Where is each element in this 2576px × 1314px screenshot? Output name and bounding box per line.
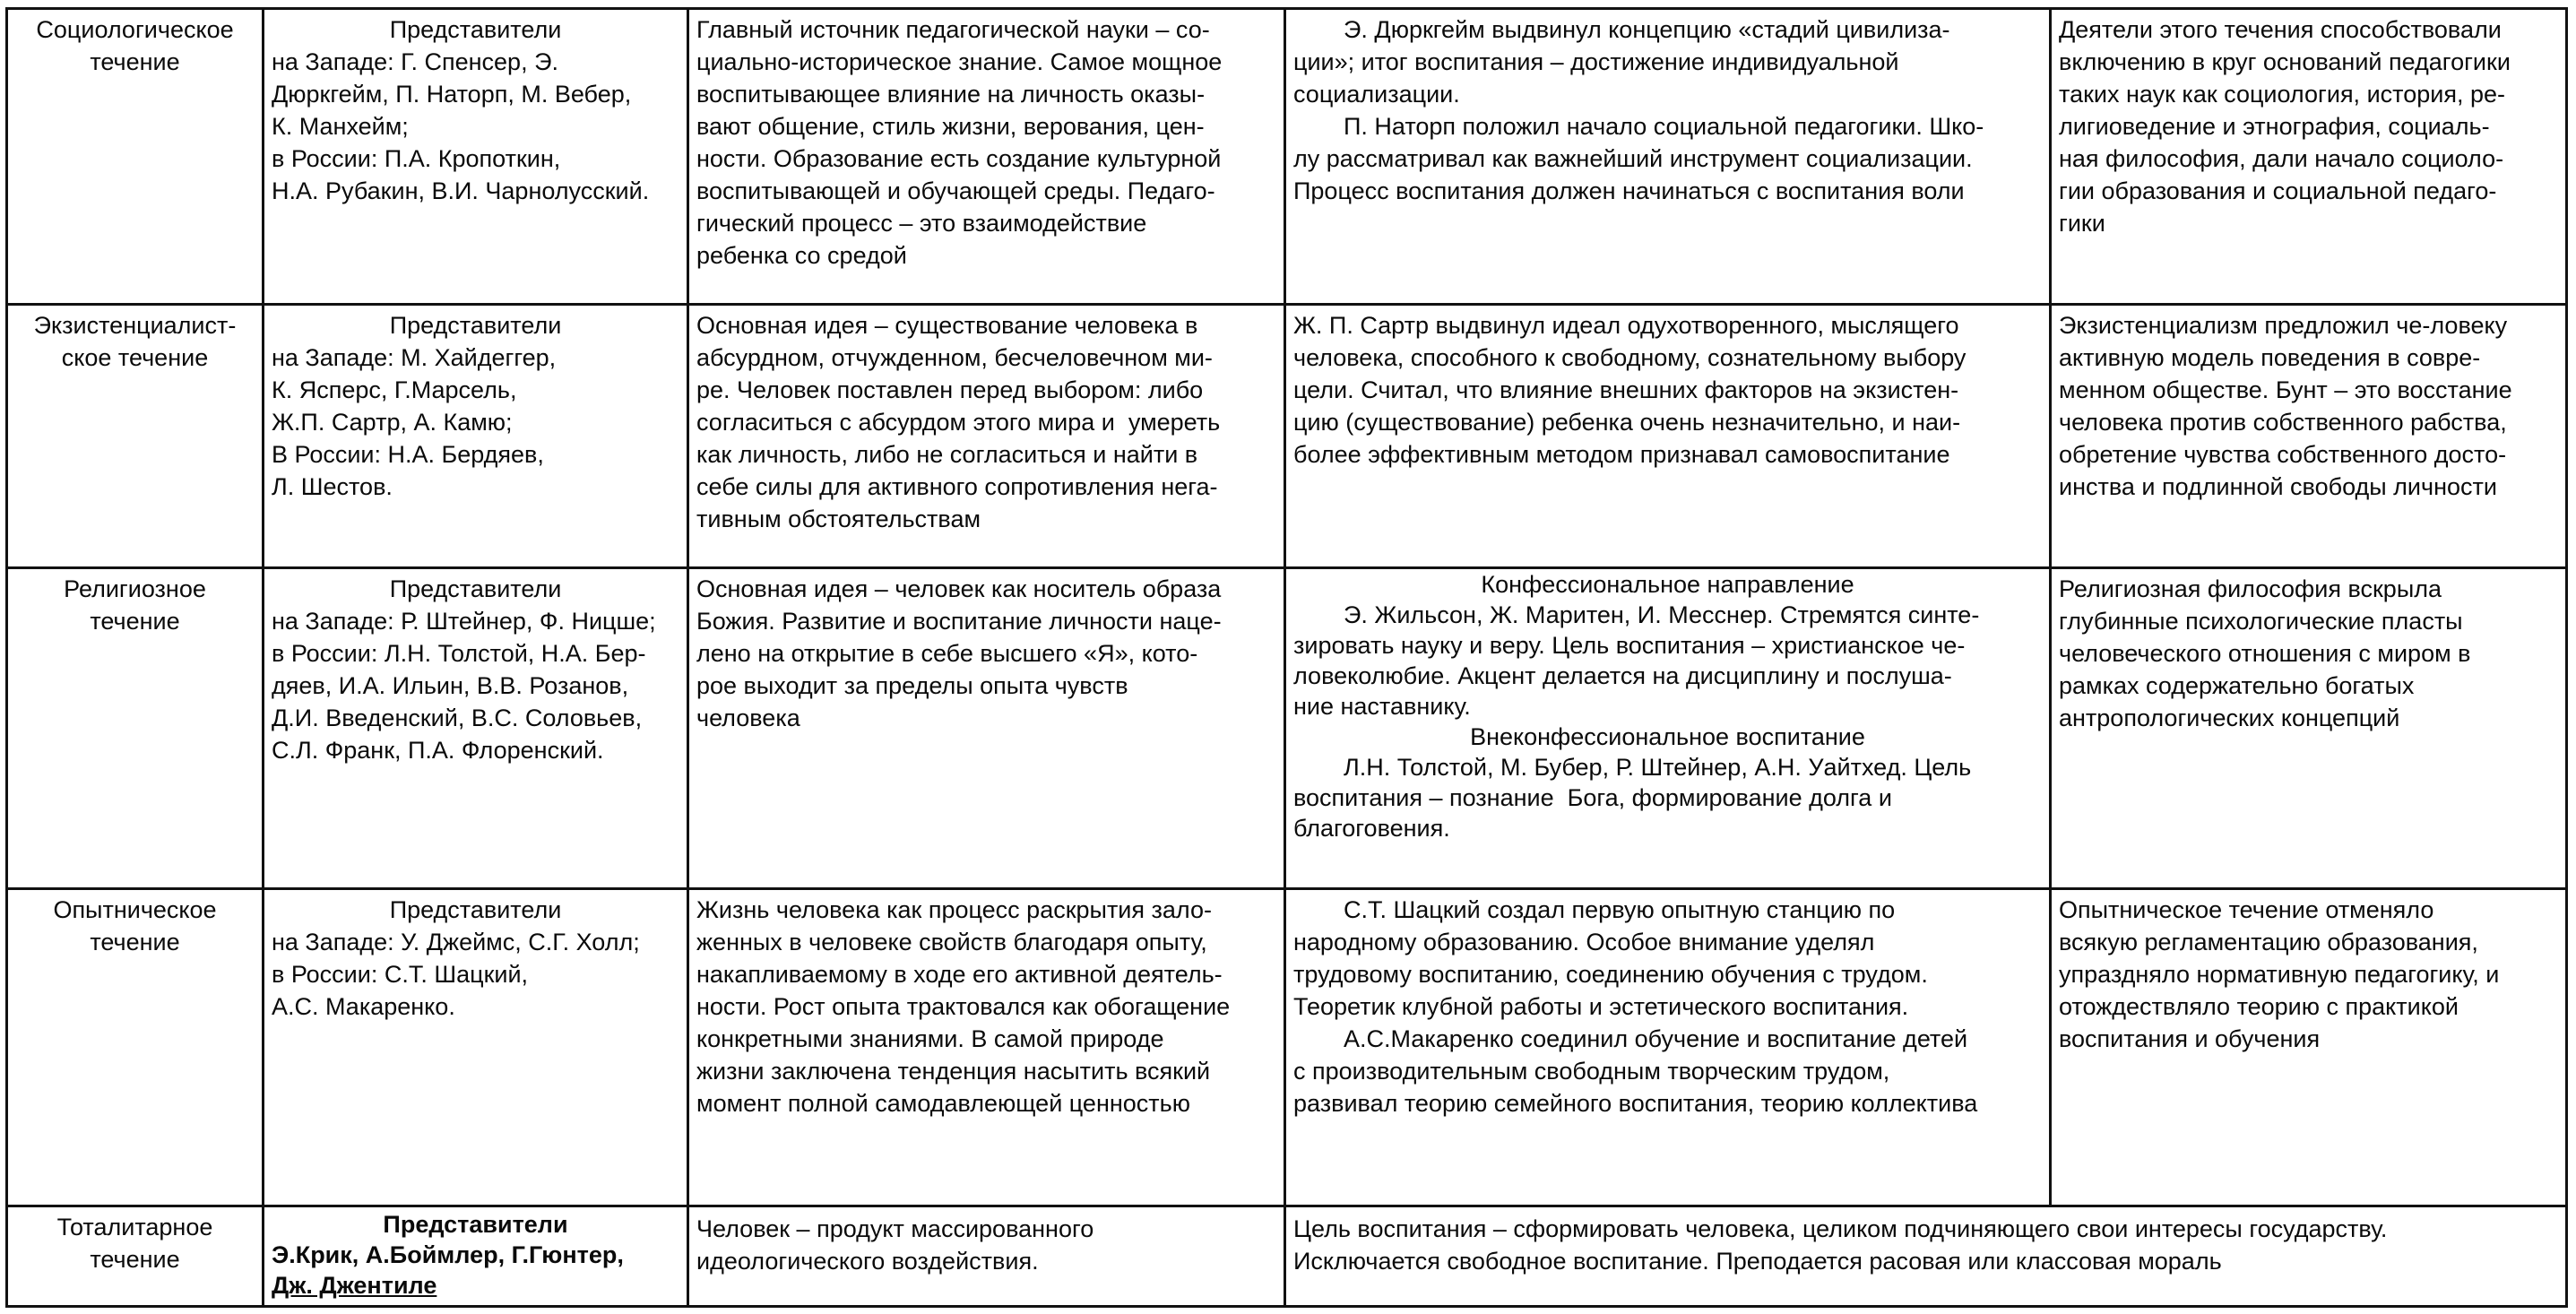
idea-line: тивным обстоятельствам	[696, 506, 981, 532]
idea-line: себе силы для активного сопротивления нега-	[696, 473, 1218, 500]
representatives-line: в России: Л.Н. Толстой, Н.А. Бер-	[272, 640, 646, 667]
contribution-line: благоговения.	[1293, 815, 1450, 842]
representatives-cell	[264, 305, 688, 568]
merged-contribution-cell	[1285, 1206, 2567, 1307]
contribution-cell	[1285, 568, 2051, 889]
idea-line: вают общение, стиль жизни, верования, цен-	[696, 113, 1205, 140]
significance-line: активную модель поведения в совре-	[2059, 344, 2481, 371]
idea-line: ре. Человек поставлен перед выбором: либо	[696, 376, 1204, 403]
current-name-line: Социологическое	[36, 16, 234, 43]
significance-cell	[2051, 9, 2567, 305]
idea-line: воспитывающее влияние на личность оказы-	[696, 81, 1206, 108]
contribution-line: Цель воспитания – сформировать человека, целиком подчиняющего свои интересы государству.	[1293, 1215, 2388, 1242]
representatives-line: К. Манхейм;	[272, 113, 409, 140]
significance-line: включению в круг оснований педагогики	[2059, 48, 2511, 75]
significance-line: отождествляло теорию с практикой	[2059, 993, 2459, 1020]
representatives-line: в России: П.А. Кропоткин,	[272, 145, 561, 172]
representatives-heading: Представители	[389, 896, 562, 923]
idea-line: женных в человеке свойств благодаря опыту,	[696, 929, 1207, 955]
contribution-line: С.Т. Шацкий создал первую опытную станцию по	[1344, 896, 1896, 923]
significance-cell	[2051, 568, 2567, 889]
idea-line: момент полной самодавлеющей ценностью	[696, 1090, 1190, 1117]
representatives-line: Л. Шестов.	[272, 473, 393, 500]
current-name-cell	[7, 9, 264, 305]
contribution-line: А.С.Макаренко соединил обучение и воспитание детей	[1344, 1025, 1968, 1052]
main-idea-cell	[688, 568, 1285, 889]
confessional-heading: Конфессиональное направление	[1481, 571, 1854, 598]
idea-line: Человек – продукт массированного	[696, 1215, 1094, 1242]
representatives-line: Н.А. Рубакин, В.И. Чарнолусский.	[272, 177, 650, 204]
idea-line: Основная идея – существование человека в	[696, 312, 1198, 339]
document-page	[5, 7, 2565, 1305]
significance-line: менном обществе. Бунт – это восстание	[2059, 376, 2512, 403]
current-name-line: Экзистенциалист-	[33, 312, 237, 339]
representatives-heading: Представители	[389, 312, 562, 339]
pedagogy-currents-table	[5, 7, 2568, 1308]
contribution-line: воспитания – познание Бога, формирование долга и	[1293, 784, 1892, 811]
significance-line: Религиозная философия вскрыла	[2059, 575, 2442, 602]
table-row-totalitarian	[7, 1206, 2567, 1307]
idea-line: ности. Рост опыта трактовался как обогащение	[696, 993, 1231, 1020]
representatives-line: К. Ясперс, Г.Марсель,	[272, 376, 517, 403]
table-row-experiential	[7, 889, 2567, 1206]
significance-line: упраздняло нормативную педагогику, и	[2059, 961, 2500, 988]
contribution-line: Л.Н. Толстой, М. Бубер, Р. Штейнер, А.Н. Уайтхед. Цель	[1344, 754, 1972, 781]
significance-line: всякую регламентацию образования,	[2059, 929, 2478, 955]
significance-line: таких наук как социология, история, ре-	[2059, 81, 2505, 108]
idea-line: Основная идея – человек как носитель образа	[696, 575, 1222, 602]
contribution-line: Процесс воспитания должен начинаться с воспитания воли	[1293, 177, 1965, 204]
current-name-line: течение	[90, 929, 180, 955]
contribution-line: с производительным свободным творческим трудом,	[1293, 1058, 1890, 1085]
representatives-cell	[264, 889, 688, 1206]
contribution-line: Э. Жильсон, Ж. Маритен, И. Месснер. Стремятся синте-	[1344, 601, 1980, 628]
idea-line: лено на открытие в себе высшего «Я», кото-	[696, 640, 1198, 667]
idea-line: Главный источник педагогической науки – со-	[696, 16, 1210, 43]
representatives-cell	[264, 1206, 688, 1307]
significance-line: человеческого отношения с миром в	[2059, 640, 2471, 667]
significance-line: антропологических концепций	[2059, 705, 2400, 731]
representatives-line: дяев, И.А. Ильин, В.В. Розанов,	[272, 672, 629, 699]
current-name-line: ское течение	[61, 344, 209, 371]
table-row-existentialist	[7, 305, 2567, 568]
significance-line: рамках содержательно богатых	[2059, 672, 2415, 699]
contribution-line: социализации.	[1293, 81, 1460, 108]
idea-line: ребенка со средой	[696, 242, 907, 269]
contribution-cell	[1285, 889, 2051, 1206]
representatives-heading: Представители	[383, 1211, 568, 1238]
significance-cell	[2051, 305, 2567, 568]
idea-line: согласиться с абсурдом этого мира и умереть	[696, 409, 1221, 436]
representatives-line: Дж. Джентиле	[272, 1272, 437, 1299]
idea-line: жизни заключена тенденция насытить всякий	[696, 1058, 1211, 1085]
contribution-cell	[1285, 305, 2051, 568]
contribution-line: лу рассматривал как важнейший инструмент социализации.	[1293, 145, 1973, 172]
current-name-cell	[7, 305, 264, 568]
significance-line: Экзистенциализм предложил че-ловеку	[2059, 312, 2508, 339]
contribution-line: человека, способного к свободному, сознательному выбору	[1293, 344, 1967, 371]
representatives-line: на Западе: Р. Штейнер, Ф. Ницше;	[272, 608, 656, 635]
contribution-line: зировать науку и веру. Цель воспитания – христианское че-	[1293, 632, 1966, 659]
representatives-cell	[264, 568, 688, 889]
significance-cell	[2051, 889, 2567, 1206]
current-name-line: Опытническое	[53, 896, 217, 923]
idea-line: как личность, либо не согласиться и найти в	[696, 441, 1198, 468]
idea-line: абсурдном, отчужденном, бесчеловечном ми-	[696, 344, 1213, 371]
representatives-cell	[264, 9, 688, 305]
nonconfessional-heading: Внеконфессиональное воспитание	[1470, 723, 1865, 750]
current-name-line: Религиозное	[64, 575, 206, 602]
representatives-line: на Западе: У. Джеймс, С.Г. Холл;	[272, 929, 640, 955]
representatives-line: Ж.П. Сартр, А. Камю;	[272, 409, 513, 436]
representatives-line: А.С. Макаренко.	[272, 993, 455, 1020]
idea-line: воспитывающей и обучающей среды. Педаго-	[696, 177, 1215, 204]
main-idea-cell	[688, 1206, 1285, 1307]
contribution-line: ловеколюбие. Акцент делается на дисциплину и послуша-	[1293, 662, 1952, 689]
idea-line: Жизнь человека как процесс раскрытия зало-	[696, 896, 1212, 923]
contribution-line: трудовому воспитанию, соединению обучения с трудом.	[1293, 961, 1928, 988]
idea-line: циально-историческое знание. Самое мощное	[696, 48, 1223, 75]
current-name-line: течение	[90, 608, 180, 635]
representatives-line: Дюркгейм, П. Наторп, М. Вебер,	[272, 81, 632, 108]
significance-line: глубинные психологические пласты	[2059, 608, 2463, 635]
significance-line: воспитания и обучения	[2059, 1025, 2321, 1052]
significance-line: гики	[2059, 210, 2105, 237]
contribution-line: народному образованию. Особое внимание уделял	[1293, 929, 1875, 955]
idea-line: Божия. Развитие и воспитание личности наце-	[696, 608, 1222, 635]
idea-line: идеологического воздействия.	[696, 1248, 1039, 1275]
representatives-heading: Представители	[389, 575, 562, 602]
current-name-line: Тоталитарное	[56, 1214, 213, 1241]
contribution-line: цию (существование) ребенка очень незначительно, и наи-	[1293, 409, 1961, 436]
main-idea-cell	[688, 9, 1285, 305]
contribution-line: Исключается свободное воспитание. Преподается расовая или классовая мораль	[1293, 1248, 2222, 1275]
idea-line: накапливаемому в ходе его активной деятель-	[696, 961, 1223, 988]
contribution-line: Ж. П. Сартр выдвинул идеал одухотворенного, мыслящего	[1293, 312, 1959, 339]
idea-line: человека	[696, 705, 800, 731]
representatives-heading: Представители	[389, 16, 562, 43]
current-name-line: течение	[90, 48, 180, 75]
current-name-line: течение	[90, 1246, 180, 1273]
significance-line: Опытническое течение отменяло	[2059, 896, 2434, 923]
significance-line: человека против собственного рабства,	[2059, 409, 2507, 436]
representatives-line: В России: Н.А. Бердяев,	[272, 441, 544, 468]
contribution-line: более эффективным методом признавал самовоспитание	[1293, 441, 1950, 468]
table-row-religious	[7, 568, 2567, 889]
contribution-line: развивал теорию семейного воспитания, теорию коллектива	[1293, 1090, 1978, 1117]
representatives-line: на Западе: М. Хайдеггер,	[272, 344, 557, 371]
main-idea-cell	[688, 889, 1285, 1206]
significance-line: Деятели этого течения способствовали	[2059, 16, 2502, 43]
significance-line: обретение чувства собственного досто-	[2059, 441, 2507, 468]
main-idea-cell	[688, 305, 1285, 568]
representatives-line: Э.Крик, А.Боймлер, Г.Гюнтер,	[272, 1241, 624, 1268]
significance-line: гии образования и социальной педаго-	[2059, 177, 2497, 204]
representatives-line: Д.И. Введенский, В.С. Соловьев,	[272, 705, 643, 731]
contribution-line: цели. Считал, что влияние внешних факторов на экзистен-	[1293, 376, 1959, 403]
significance-line: ная философия, дали начало социоло-	[2059, 145, 2504, 172]
representatives-line: в России: С.Т. Шацкий,	[272, 961, 529, 988]
idea-line: рое выходит за пределы опыта чувств	[696, 672, 1128, 699]
contribution-line: Э. Дюркгейм выдвинул концепцию «стадий цивилиза-	[1344, 16, 1950, 43]
current-name-cell	[7, 889, 264, 1206]
idea-line: ности. Образование есть создание культурной	[696, 145, 1222, 172]
contribution-cell	[1285, 9, 2051, 305]
idea-line: гический процесс – это взаимодействие	[696, 210, 1147, 237]
contribution-line: П. Наторп положил начало социальной педагогики. Шко-	[1344, 113, 1984, 140]
table-row-sociological	[7, 9, 2567, 305]
significance-line: инства и подлинной свободы личности	[2059, 473, 2497, 500]
current-name-cell	[7, 568, 264, 889]
current-name-cell	[7, 1206, 264, 1307]
idea-line: конкретными знаниями. В самой природе	[696, 1025, 1164, 1052]
contribution-line: ние наставнику.	[1293, 693, 1471, 720]
representatives-line: С.Л. Франк, П.А. Флоренский.	[272, 737, 604, 764]
representatives-line: на Западе: Г. Спенсер, Э.	[272, 48, 558, 75]
contribution-line: Теоретик клубной работы и эстетического воспитания.	[1293, 993, 1909, 1020]
contribution-line: ции»; итог воспитания – достижение индивидуальной	[1293, 48, 1899, 75]
significance-line: лигиоведение и этнография, социаль-	[2059, 113, 2490, 140]
